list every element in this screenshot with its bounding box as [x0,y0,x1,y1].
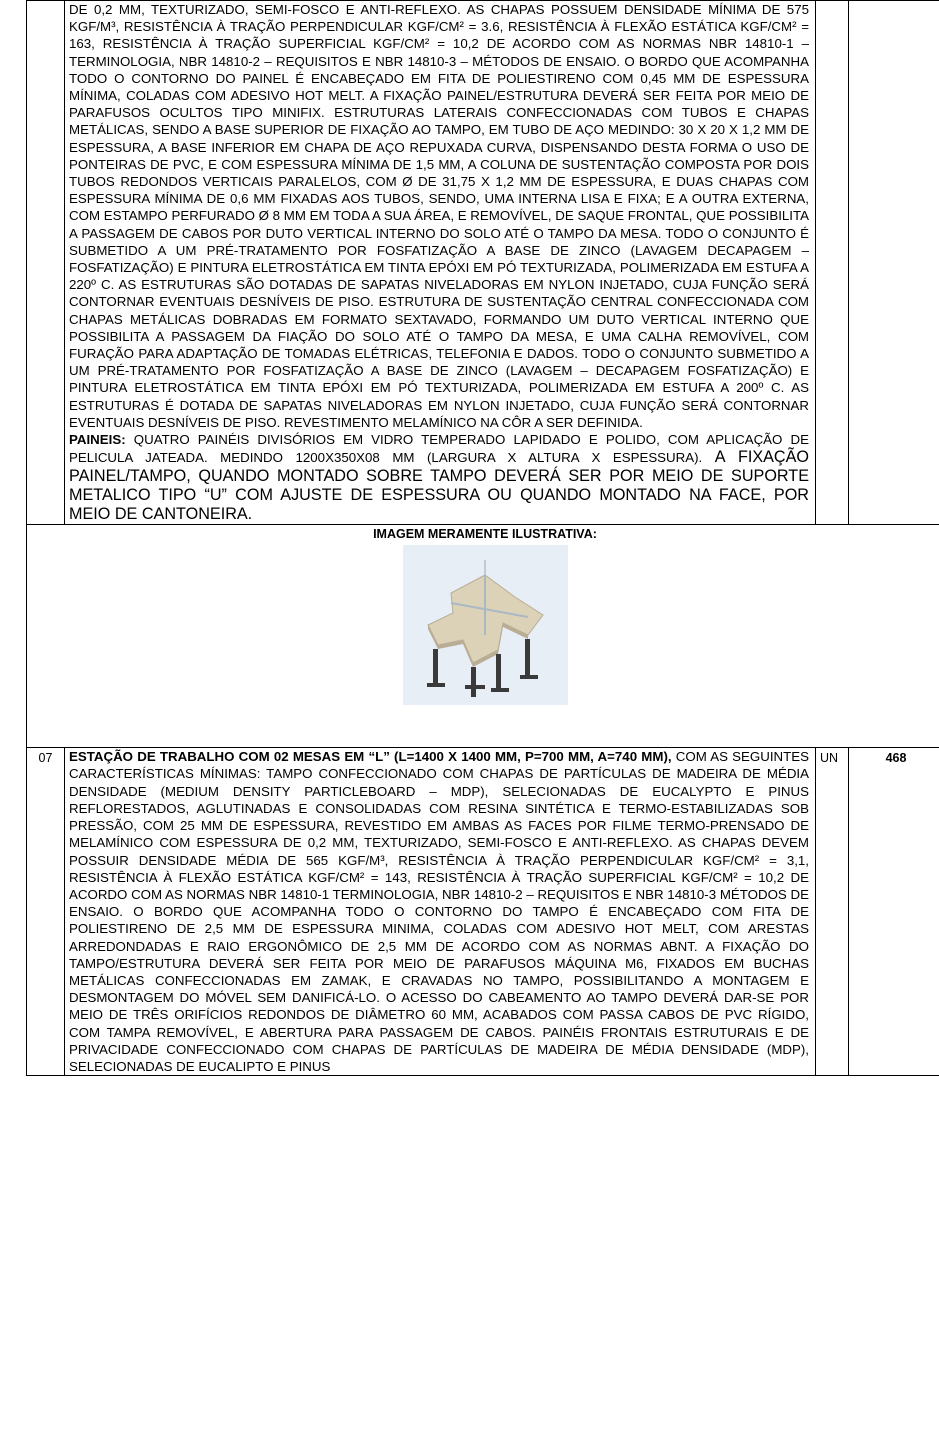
unit-cell [816,748,849,1076]
paineis-text: QUATRO PAINÉIS DIVISÓRIOS EM VIDRO TEMPERADO LAPIDADO E POLIDO, COM APLICAÇÃO DE PELICULA JATEADA. MEDINDO 1200X350X08 MM (LARGURA X ALTURA X ESPESSURA). [69,432,809,466]
quantity-value: 468 [885,751,907,766]
paineis-large-text: A FIXAÇÃO PAINEL/TAMPO, QUANDO MONTADO SOBRE TAMPO DEVERÁ SER POR MEIO DE SUPORTE METALICO TIPO “U” COM AJUSTE DE ESPESSURA OU QUANDO MONTADO NA FACE, POR MEIO DE CANTONEIRA. [69,448,809,524]
table-row [27,748,939,1076]
item-title: ESTAÇÃO DE TRABALHO COM 02 MESAS EM “L” (L=1400 X 1400 MM, P=700 MM, A=740 MM), [69,749,672,765]
item-number-cell [27,748,65,1076]
description-cell [65,1,816,525]
description-text [65,1,815,524]
image-cell [27,525,939,748]
description-cell [65,748,816,1076]
item-number-cell [27,1,65,525]
unit-cell [816,1,849,525]
image-caption: IMAGEM MERAMENTE ILUSTRATIVA: [373,527,597,542]
specification-table [26,0,939,1076]
workstation-illustration [403,545,568,705]
block1-text: DE 0,2 MM, TEXTURIZADO, SEMI-FOSCO E ANTI-REFLEXO. AS CHAPAS POSSUEM DENSIDADE MÍNIMA DE 575 KGF/M³, RESISTÊNCIA À TRAÇÃO PERPENDICULAR KGF/CM² = 3.6, RESISTÊNCIA À FLEXÃO ESTÁTICA KGF/CM² = 163, RESISTÊNCIA À TRAÇÃO SUPERFICIAL KGF/CM² = 10,2 DE ACORDO COM AS NORMAS NBR 14810-1 – TERMINOLOGIA, NBR 14810-2 – REQUISITOS E NBR 14810-3 – MÉTODOS DE ENSAIO. O BORDO QUE ACOMPANHA TODO O CONTORNO DO PAINEL É ENCABEÇADO EM FITA DE POLIESTIRENO COM 0,45 MM DE ESPESSURA MÍNIMA, COLADAS COM ADESIVO HOT MELT. A FIXAÇÃO PAINEL/ESTRUTURA DEVERÁ SER FEITA POR MEIO DE PARAFUSOS OCULTOS TIPO MINIFIX. ESTRUTURAS LATERAIS CONFECCIONADAS COM TUBOS E CHAPAS METÁLICAS, SENDO A BASE SUPERIOR DE FIXAÇÃO AO TAMPO, EM TUBO DE AÇO MEDINDO: 30 X 20 X 1,2 MM DE ESPESSURA, A BASE INFERIOR EM CHAPA DE AÇO REPUXADA CURVA, DISPENSANDO DESTA FORMA O USO DE PONTEIRAS DE PVC, E COM ESPESSURA MÍNIMA DE 1,5 MM, A COLUNA DE SUSTENTAÇÃO COMPOSTA POR DOIS TUBOS REDONDOS VERTICAIS PARALELOS, COM Ø DE 31,75 X 1,2 MM DE ESPESSURA, E DUAS CHAPAS COM ESPESSURA MÍNIMA DE 0,6 MM FIXADAS AOS TUBOS, SENDO, UMA INTERNA LISA E FIXA; E A OUTRA EXTERNA, COM ESTAMPO PERFURADO Ø 8 MM EM TODA A SUA ÁREA, E REMOVÍVEL, DE SAQUE FRONTAL, QUE POSSIBILITA A PASSAGEM DE CABOS POR DUTO VERTICAL INTERNO DO SOLO ATÉ O TAMPO DA MESA. TODO O CONJUNTO É SUBMETIDO A UM PRÉ-TRATAMENTO POR FOSFATIZAÇÃO A BASE DE ZINCO (LAVAGEM DECAPAGEM – FOSFATIZAÇÃO) E PINTURA ELETROSTÁTICA EM TINTA EPÓXI EM PÓ TEXTURIZADA, POLIMERIZADA EM ESTUFA A 220º C. AS ESTRUTURAS SÃO DOTADAS DE SAPATAS NIVELADORAS EM NYLON INJETADO, CUJA FUNÇÃO SERÁ CONTORNAR EVENTUAIS DESNÍVEIS DE PISO. ESTRUTURA DE SUSTENTAÇÃO CENTRAL CONFECCIONADA COM CHAPAS METÁLICAS DOBRADAS EM FORMATO SEXTAVADO, FORMANDO UM DUTO VERTICAL INTERNO QUE POSSIBILITA A PASSAGEM DA FIAÇÃO DO SOLO ATÉ O TAMPO DA MESA, E UMA CALHA REMOVÍVEL, COM FURAÇÃO PARA ADAPTAÇÃO DE TOMADAS ELÉTRICAS, TELEFONIA E DADOS. TODO O CONJUNTO SUBMETIDO A UM PRÉ-TRATAMENTO POR FOSFATIZAÇÃO A BASE DE ZINCO (LAVAGEM – DECAPAGEM FOSFATIZAÇÃO) E PINTURA ELETROSTÁTICA EM TINTA EPÓXI EM PÓ TEXTURIZADA, POLIMERIZADA EM ESTUFA A 200º C. AS ESTRUTURAS É DOTADA DE SAPATAS NIVELADORAS EM NYLON INJETADO, CUJA FUNÇÃO SERÁ CONTORNAR EVENTUAIS DESNÍVEIS DE PISO. REVESTIMENTO MELAMÍNICO NA CÔR A SER DEFINIDA. [69,2,809,430]
item-text: COM AS SEGUINTES CARACTERÍSTICAS MÍNIMAS: TAMPO CONFECCIONADO COM CHAPAS DE PARTÍCULAS DE MADEIRA DE MÉDIA DENSIDADE (MEDIUM DENSITY PARTICLEBOARD – MDP), SELECIONADAS DE EUCALYPTO E PINUS REFLORESTADOS, AGLUTINADAS E CONSOLIDADAS COM RESINA SINTÉTICA E TERMO-ESTABILIZADAS SOB PRESSÃO, COM 25 MM DE ESPESSURA, REVESTIDO EM AMBAS AS FACES POR FILME TERMO-PRENSADO DE MELAMÍNICO COM ESPESSURA DE 0,2 MM, TEXTURIZADO, SEMI-FOSCO E ANTI-REFLEXO. AS CHAPAS DEVEM POSSUIR DENSIDADE MÉDIA DE 565 KGF/M³, RESISTÊNCIA À TRAÇÃO PERPENDICULAR KGF/CM² = 3,1, RESISTÊNCIA À FLEXÃO ESTÁTICA KGF/CM² = 143, RESISTÊNCIA À TRAÇÃO SUPERFICIAL KGF/CM² = 10,2 DE ACORDO COM AS NORMAS NBR 14810-1 TERMINOLOGIA, NBR 14810-2 – REQUISITOS E NBR 14810-3 MÉTODOS DE ENSAIO. O BORDO QUE ACOMPANHA TODO O CONTORNO DO TAMPO É ENCABEÇADO COM FITA DE POLIESTIRENO DE 2,5 MM DE ESPESSURA MINIMA, COLADAS COM ADESIVO HOT MELT, COM ARESTAS ARREDONDADAS E RAIO ERGONÔMICO DE 2,5 MM DE ACORDO COM AS NORMAS ABNT. A FIXAÇÃO DO TAMPO/ESTRUTURA DEVERÁ SER FEITA POR MEIO DE PARAFUSOS MÁQUINA M6, FIXADOS EM BUCHAS METÁLICAS CONFECCIONADAS EM ZAMAK, E CRAVADAS NO TAMPO, POSSIBILITANDO A MONTAGEM E DESMONTAGEM DO MÓVEL SEM DANIFICÁ-LO. O ACESSO DO CABEAMENTO AO TAMPO DEVERÁ DAR-SE POR MEIO DE TRÊS ORIFÍCIOS REDONDOS DE DIÂMETRO 60 MM, ACABADOS COM PASSA CABOS DE PVC RÍGIDO, COM TAMPA REMOVÍVEL, E ABERTURA PARA PASSAGEM DE CABOS. PAINÉIS FRONTAIS ESTRUTURAIS E DE PRIVACIDADE CONFECCIONADO COM CHAPAS DE PARTÍCULAS DE MADEIRA DE MÉDIA DENSIDADE (MDP), SELECIONADAS DE EUCALIPTO E PINUS [69,749,809,1074]
item-number: 07 [38,751,53,766]
table-row [27,1,939,525]
unit-value: UN [820,751,839,766]
image-row [27,525,939,748]
description-text [65,748,815,1075]
paineis-label: PAINEIS: [69,432,126,448]
quantity-cell [849,748,939,1076]
quantity-cell [849,1,939,525]
